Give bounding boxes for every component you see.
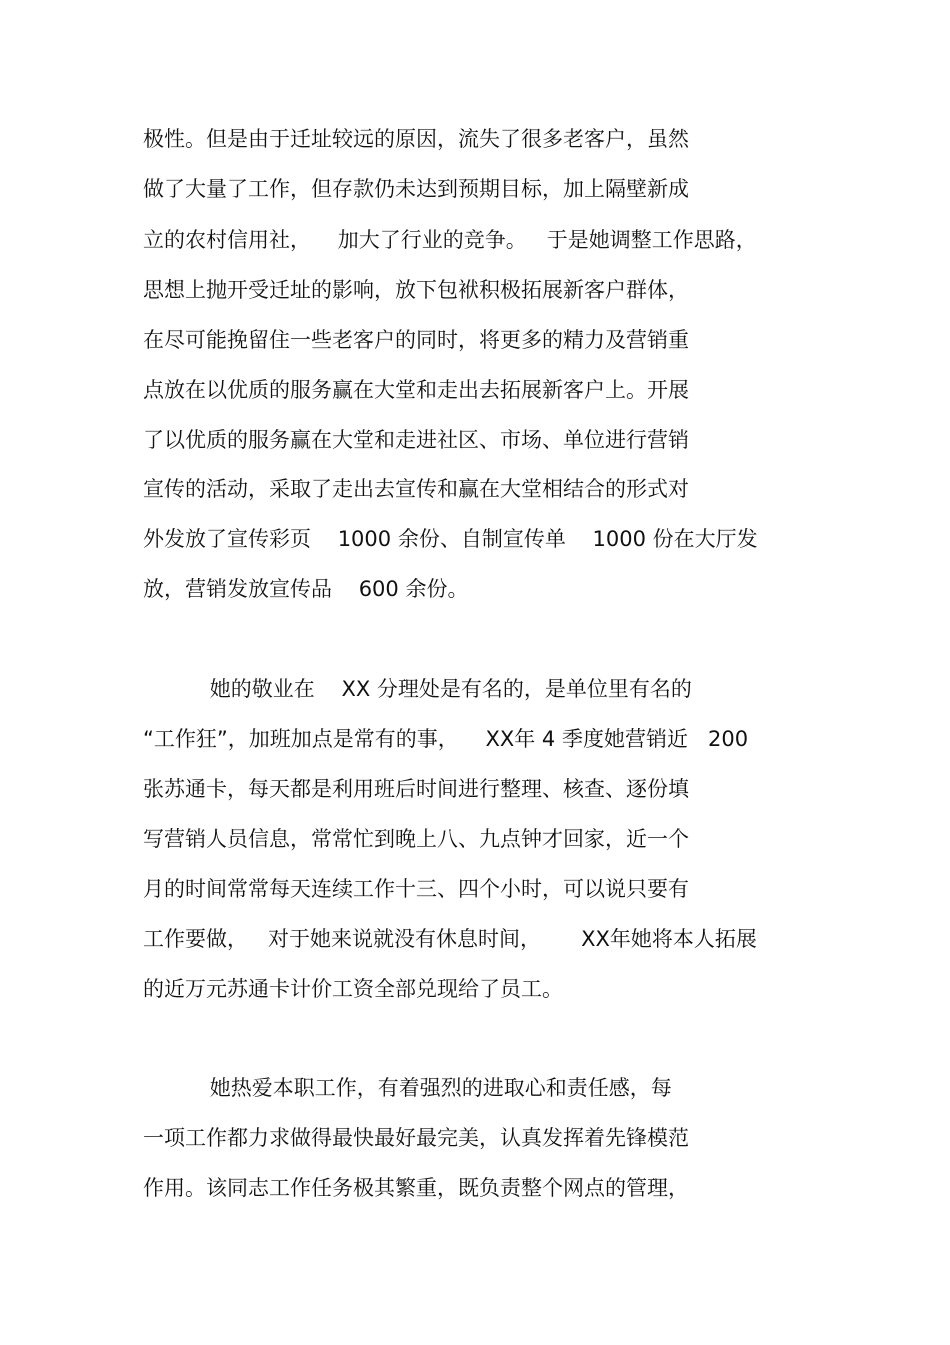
text-line: 工作要做， 对于她来说就没有休息时间， XX年她将本人拓展 [143, 927, 757, 951]
text-line: 在尽可能挽留住一些老客户的同时，将更多的精力及营销重 [143, 328, 689, 352]
text-line: 极性。但是由于迁址较远的原因，流失了很多老客户，虽然 [143, 127, 689, 151]
text-line: 张苏通卡，每天都是利用班后时间进行整理、核查、逐份填 [143, 777, 689, 801]
text-line: 思想上抛开受迁址的影响，放下包袱积极拓展新客户群体， [143, 278, 689, 302]
text-line: 写营销人员信息，常常忙到晚上八、九点钟才回家，近一个 [143, 827, 689, 851]
text-line: 了以优质的服务赢在大堂和走进社区、市场、单位进行营销 [143, 428, 689, 452]
text-line: 她热爱本职工作，有着强烈的进取心和责任感，每 [143, 1076, 672, 1100]
text-line: 作用。该同志工作任务极其繁重，既负责整个网点的管理， [143, 1176, 689, 1200]
text-line: 一项工作都力求做得最快最好最完美，认真发挥着先锋模范 [143, 1126, 689, 1150]
text-line: 宣传的活动，采取了走出去宣传和赢在大堂相结合的形式对 [143, 477, 689, 501]
text-line: 月的时间常常每天连续工作十三、四个小时，可以说只要有 [143, 877, 689, 901]
text-line: 放，营销发放宣传品 600 余份。 [143, 577, 469, 601]
text-line: 的近万元苏通卡计价工资全部兑现给了员工。 [143, 977, 563, 1001]
text-line: 点放在以优质的服务赢在大堂和走出去拓展新客户上。开展 [143, 378, 689, 402]
text-line: 立的农村信用社， 加大了行业的竞争。 于是她调整工作思路， [143, 228, 757, 252]
text-line: 她的敬业在 XX 分理处是有名的，是单位里有名的 [143, 677, 692, 701]
text-line: 做了大量了工作，但存款仍未达到预期目标，加上隔壁新成 [143, 177, 689, 201]
text-line: 外发放了宣传彩页 1000 余份、自制宣传单 1000 份在大厅发 [143, 527, 758, 551]
text-line: “工作狂”，加班加点是常有的事， XX年 4 季度她营销近 200 [143, 727, 749, 751]
